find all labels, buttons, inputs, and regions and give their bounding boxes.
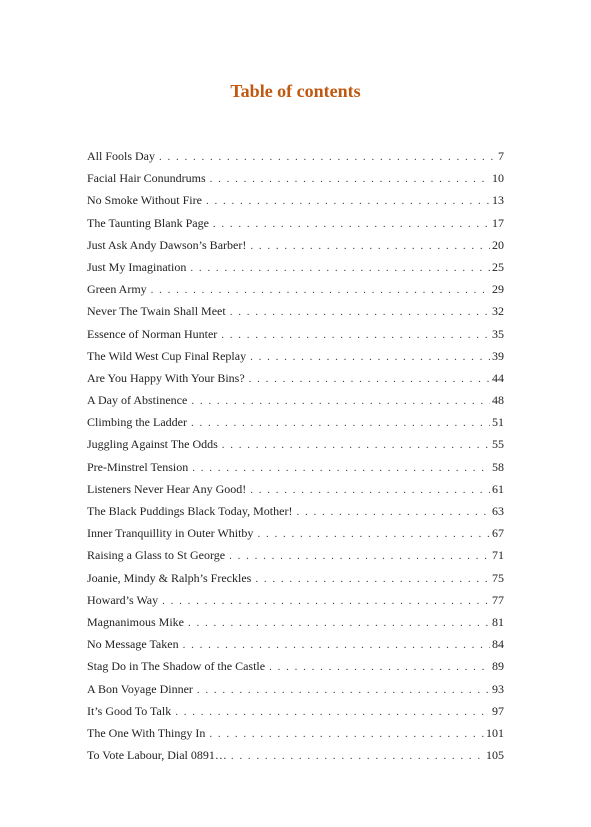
toc-list [87, 145, 504, 766]
toc-entry[interactable] [87, 500, 504, 522]
dot-leader [222, 434, 490, 456]
toc-entry[interactable] [87, 345, 504, 367]
toc-entry-page-number: 75 [492, 570, 504, 585]
toc-entry-page-number: 63 [492, 504, 504, 518]
toc-entry[interactable] [87, 411, 504, 433]
toc-entry[interactable] [87, 367, 504, 389]
toc-entry[interactable] [87, 678, 504, 700]
dot-leader [296, 501, 490, 523]
dot-leader [230, 301, 490, 323]
toc-entry-title: Listeners Never Hear Any Good! [87, 481, 247, 496]
toc-entry-page-number: 48 [492, 393, 504, 408]
toc-entry[interactable] [87, 189, 504, 211]
toc-entry[interactable] [87, 433, 504, 455]
toc-entry[interactable] [87, 655, 504, 677]
dot-leader [229, 545, 490, 567]
toc-entry[interactable] [87, 389, 504, 411]
toc-entry-page-number: 97 [492, 703, 504, 718]
dot-leader [191, 412, 490, 434]
toc-entry[interactable] [87, 256, 504, 278]
dot-leader [221, 324, 490, 346]
toc-entry-title: Are You Happy With Your Bins? [87, 370, 245, 385]
dot-leader [269, 656, 490, 678]
toc-entry-title: Joanie, Mindy & Ralph’s Freckles [87, 570, 252, 585]
toc-entry-title: No Message Taken [87, 637, 179, 652]
toc-entry-page-number: 7 [498, 149, 504, 163]
toc-entry-page-number: 20 [492, 237, 504, 252]
toc-entry-title: To Vote Labour, Dial 0891… [87, 748, 227, 763]
toc-entry[interactable] [87, 700, 504, 722]
toc-entry-page-number: 81 [492, 614, 504, 629]
toc-entry-page-number: 35 [492, 326, 504, 341]
toc-entry-page-number: 105 [486, 748, 504, 763]
toc-entry-title: Never The Twain Shall Meet [87, 304, 226, 319]
dot-leader [162, 590, 490, 612]
dot-leader [151, 279, 490, 301]
toc-entry[interactable] [87, 567, 504, 589]
dot-leader [159, 146, 496, 168]
toc-entry-title: Climbing the Ladder [87, 415, 187, 430]
toc-entry-page-number: 39 [492, 348, 504, 363]
toc-entry-page-number: 67 [492, 526, 504, 541]
toc-entry-page-number: 101 [486, 725, 504, 740]
toc-entry-title: Juggling Against The Odds [87, 437, 218, 452]
toc-entry[interactable] [87, 544, 504, 566]
toc-entry-page-number: 29 [492, 282, 504, 297]
dot-leader [249, 368, 490, 390]
dot-leader [197, 679, 490, 701]
toc-entry-page-number: 77 [492, 592, 504, 607]
toc-entry-page-number: 32 [492, 304, 504, 319]
dot-leader [257, 523, 490, 545]
dot-leader [250, 479, 490, 501]
toc-entry-page-number: 17 [492, 215, 504, 230]
toc-entry[interactable] [87, 145, 504, 167]
dot-leader [191, 390, 490, 412]
toc-entry[interactable] [87, 722, 504, 744]
dot-leader [209, 723, 484, 745]
toc-entry[interactable] [87, 234, 504, 256]
toc-entry-page-number: 71 [492, 548, 504, 563]
toc-entry-page-number: 51 [492, 415, 504, 430]
toc-entry[interactable] [87, 478, 504, 500]
toc-entry-title: Green Army [87, 282, 147, 297]
toc-entry-title: The Black Puddings Black Today, Mother! [87, 504, 293, 518]
toc-entry-page-number: 25 [492, 259, 504, 274]
toc-entry-page-number: 44 [492, 370, 504, 385]
dot-leader [206, 190, 490, 212]
toc-entry-title: The Taunting Blank Page [87, 215, 209, 230]
toc-entry-page-number: 89 [492, 659, 504, 674]
toc-entry[interactable] [87, 456, 504, 478]
toc-entry-title: The One With Thingy In [87, 725, 206, 740]
toc-entry-title: Raising a Glass to St George [87, 548, 226, 563]
toc-entry-title: Magnanimous Mike [87, 614, 184, 629]
toc-entry-title: Howard’s Way [87, 592, 159, 607]
page-title: Table of contents [230, 81, 361, 102]
toc-entry-title: It’s Good To Talk [87, 703, 172, 718]
toc-entry-title: Pre-Minstrel Tension [87, 459, 189, 474]
dot-leader [188, 612, 490, 634]
toc-entry[interactable] [87, 212, 504, 234]
dot-leader [250, 235, 490, 257]
toc-entry-title: The Wild West Cup Final Replay [87, 348, 247, 363]
toc-entry-page-number: 55 [492, 437, 504, 452]
toc-entry-page-number: 10 [492, 171, 504, 186]
toc-entry-title: No Smoke Without Fire [87, 193, 202, 208]
toc-entry[interactable] [87, 278, 504, 300]
toc-entry-page-number: 93 [492, 681, 504, 696]
toc-entry-title: Inner Tranquillity in Outer Whitby [87, 526, 254, 541]
dot-leader [190, 257, 490, 279]
dot-leader [231, 745, 484, 767]
toc-entry-page-number: 84 [492, 637, 504, 652]
toc-entry-title: Facial Hair Conundrums [87, 171, 206, 186]
toc-entry[interactable] [87, 744, 504, 766]
toc-entry-title: A Bon Voyage Dinner [87, 681, 193, 696]
toc-entry-page-number: 61 [492, 481, 504, 496]
dot-leader [250, 346, 490, 368]
dot-leader [255, 568, 490, 590]
toc-entry-title: A Day of Abstinence [87, 393, 188, 408]
toc-entry-page-number: 13 [492, 193, 504, 208]
toc-entry[interactable] [87, 633, 504, 655]
toc-entry[interactable] [87, 589, 504, 611]
toc-entry-title: Just Ask Andy Dawson’s Barber! [87, 237, 247, 252]
dot-leader [183, 634, 490, 656]
dot-leader [213, 213, 490, 235]
dot-leader [175, 701, 490, 723]
toc-entry[interactable] [87, 611, 504, 633]
toc-entry-title: Just My Imagination [87, 259, 187, 274]
toc-entry[interactable] [87, 522, 504, 544]
toc-entry[interactable] [87, 323, 504, 345]
toc-entry[interactable] [87, 300, 504, 322]
toc-entry-title: All Fools Day [87, 149, 156, 163]
toc-entry-page-number: 58 [492, 459, 504, 474]
toc-entry-title: Essence of Norman Hunter [87, 326, 218, 341]
toc-entry-title: Stag Do in The Shadow of the Castle [87, 659, 266, 674]
dot-leader [210, 168, 490, 190]
dot-leader [192, 457, 490, 479]
toc-entry[interactable] [87, 167, 504, 189]
